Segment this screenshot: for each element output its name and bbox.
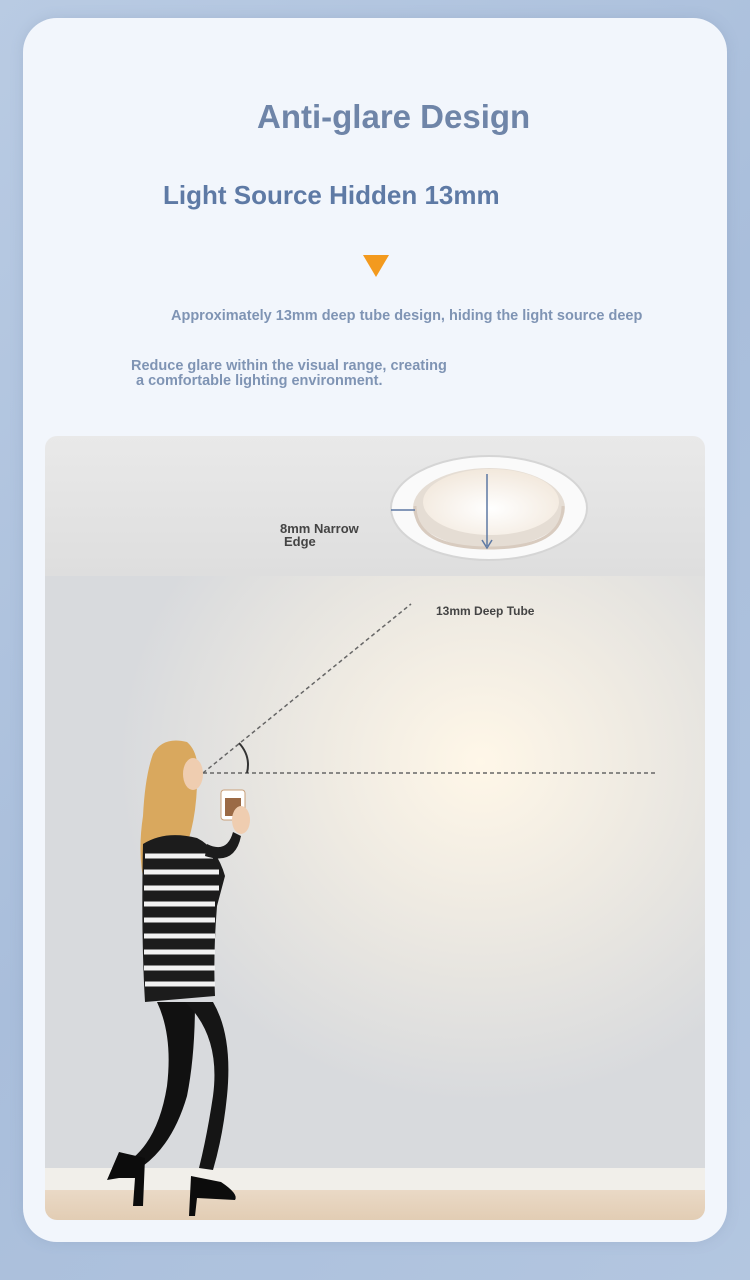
scene-svg [45, 436, 705, 1220]
floor [45, 1190, 705, 1220]
narrow-edge-label-line2: Edge [284, 534, 316, 549]
product-scene-illustration [45, 436, 705, 1220]
description-line-1: Approximately 13mm deep tube design, hiding the light source deep [171, 308, 643, 324]
deep-tube-label: 13mm Deep Tube [436, 604, 535, 618]
arrow-down-icon [363, 255, 389, 277]
ceiling [45, 436, 705, 576]
description-line-2 [131, 359, 511, 389]
content-card [23, 18, 727, 1242]
description-line-2b: a comfortable lighting environment. [136, 373, 383, 389]
page-title: Anti-glare Design [257, 98, 531, 135]
description-line-2a: Reduce glare within the visual range, creating [131, 358, 447, 374]
subtitle: Light Source Hidden 13mm [163, 180, 500, 210]
narrow-edge-label-line1: 8mm Narrow [280, 521, 359, 536]
